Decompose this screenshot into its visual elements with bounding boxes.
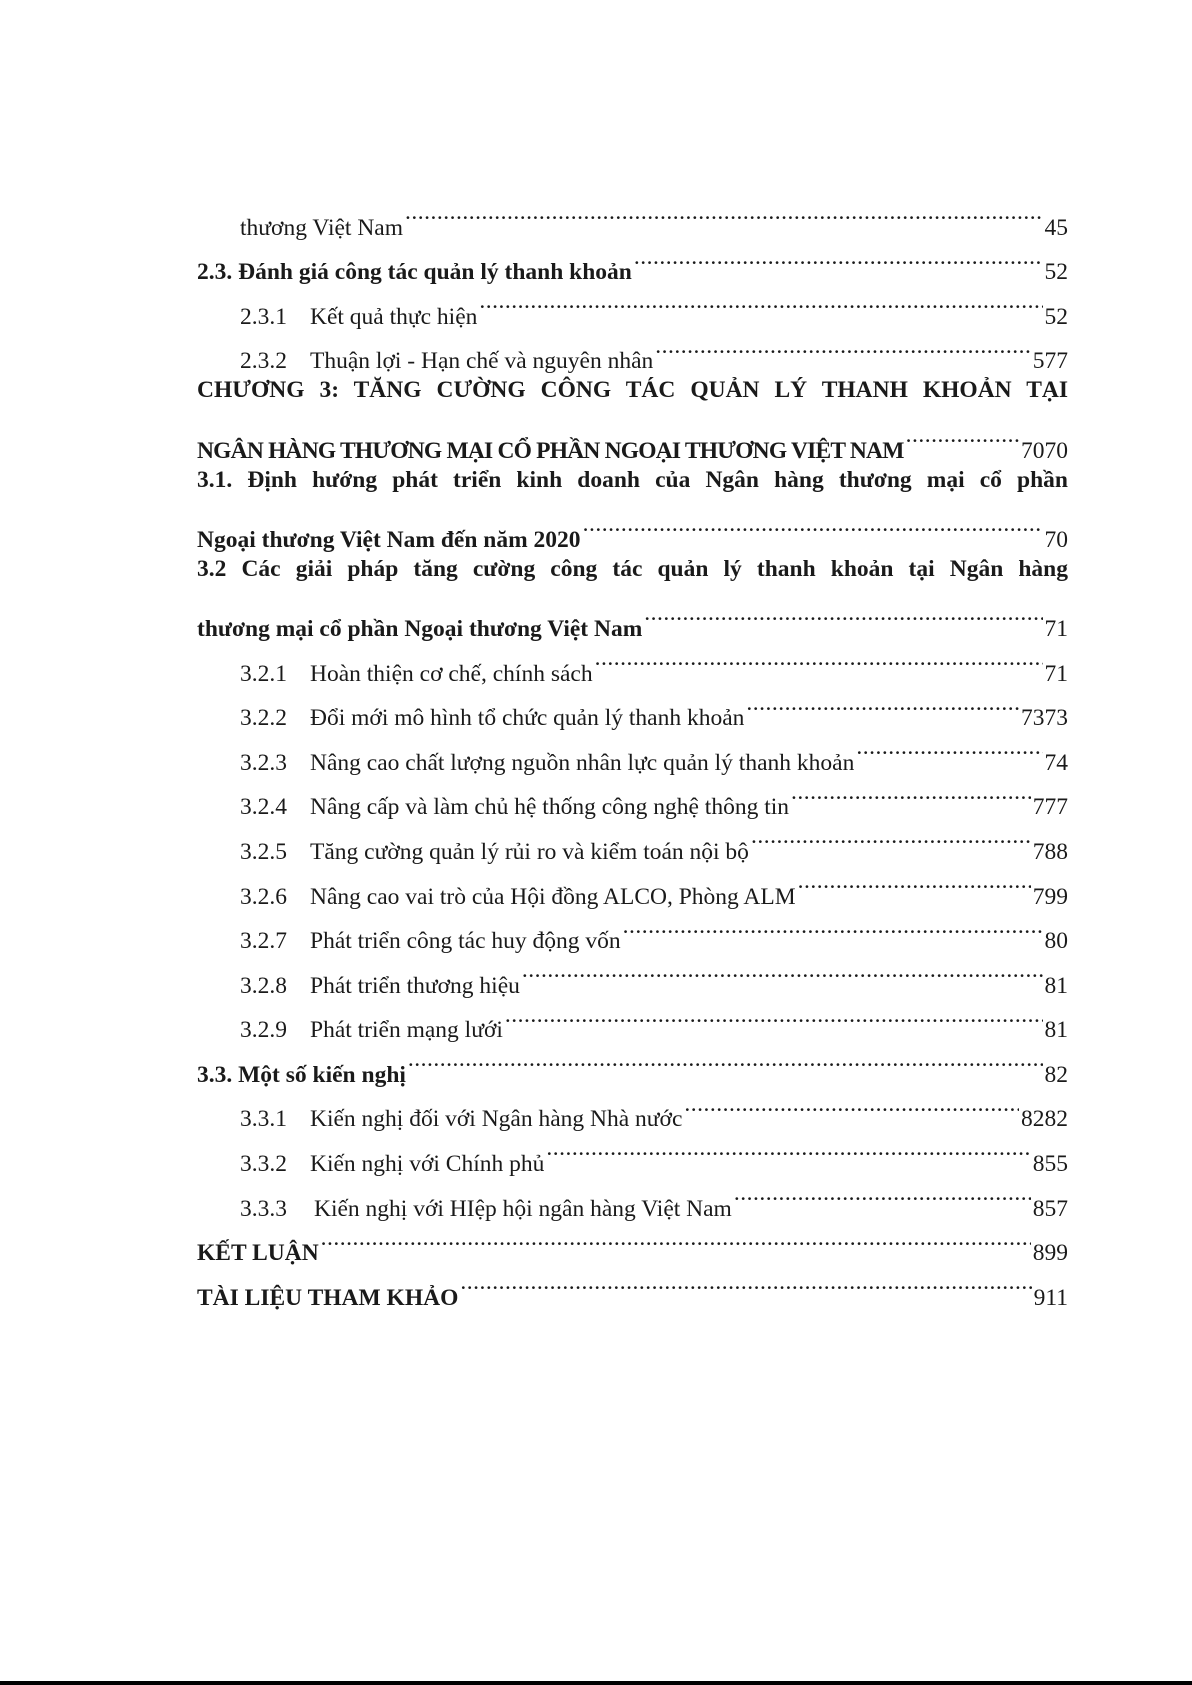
toc-leader-dots (684, 1082, 1019, 1127)
toc-leader-dots (505, 993, 1043, 1038)
toc-entry-page: 577 (1032, 348, 1068, 375)
toc-entry[interactable] (197, 502, 1068, 553)
toc-entry-title: Phát triển thương hiệu (310, 972, 520, 999)
toc-leader-dots (655, 324, 1030, 369)
toc-entry-page: 71 (1044, 615, 1068, 642)
toc-leader-dots (751, 814, 1031, 859)
toc-leader-dots (906, 413, 1019, 458)
toc-entry-title: Phát triển công tác huy động vốn (310, 928, 621, 955)
toc-entry-line[interactable] (197, 458, 1068, 503)
toc-entry-number: 3.2.1 (240, 660, 287, 687)
toc-entry-page: 7070 (1021, 437, 1068, 464)
toc-entry-page: 7373 (1021, 705, 1068, 732)
toc-entry-page: 911 (1033, 1284, 1068, 1311)
toc-entry-title: Thuận lợi - Hạn chế và nguyên nhân (310, 348, 654, 375)
toc-entry-number: 3.2.7 (240, 928, 287, 955)
toc-entry-title: Nâng cao vai trò của Hội đồng ALCO, Phòng ALM (310, 883, 796, 910)
toc-leader-dots (583, 502, 1043, 547)
toc-leader-dots (408, 1037, 1043, 1082)
toc-entry-line[interactable] (197, 547, 1068, 592)
toc-entry[interactable] (197, 413, 1068, 464)
toc-entry-number: 3.3.3 (240, 1195, 287, 1222)
toc-entry-title: Kết quả thực hiện (310, 303, 478, 330)
toc-entry[interactable] (197, 591, 1068, 642)
toc-entry-number: 3.2.6 (240, 883, 287, 910)
toc-entry[interactable] (197, 190, 1068, 241)
toc-leader-dots (634, 235, 1043, 280)
toc-entry-title: 3.2 Các giải pháp tăng cường công tác quản lý thanh khoản tại Ngân hàng (197, 555, 1068, 582)
toc-entry[interactable] (197, 1260, 1068, 1311)
toc-entry-page: 81 (1044, 1017, 1068, 1044)
toc-entry-title: KẾT LUẬN (197, 1240, 319, 1267)
toc-leader-dots (522, 948, 1043, 993)
toc-entry-title: Hoàn thiện cơ chế, chính sách (310, 660, 593, 687)
toc-entry-page: 71 (1044, 660, 1068, 687)
table-of-contents (197, 190, 1068, 1311)
toc-entry-page: 855 (1032, 1151, 1068, 1178)
toc-entry-title: Ngoại thương Việt Nam đến năm 2020 (197, 526, 581, 553)
toc-entry-title: 3.3. Một số kiến nghị (197, 1061, 406, 1088)
toc-leader-dots (746, 681, 1019, 726)
toc-leader-dots (734, 1171, 1031, 1216)
toc-entry-title: thương Việt Nam (240, 214, 403, 241)
toc-leader-dots (798, 859, 1031, 904)
toc-entry-page: 82 (1044, 1061, 1068, 1088)
toc-entry-title: CHƯƠNG 3: TĂNG CƯỜNG CÔNG TÁC QUẢN LÝ THANH KHOẢN TẠI (197, 377, 1068, 404)
toc-entry-title: thương mại cổ phần Ngoại thương Việt Nam (197, 615, 643, 642)
toc-entry-title: Nâng cao chất lượng nguồn nhân lực quản lý thanh khoản (310, 749, 855, 776)
toc-entry-title: Phát triển mạng lưới (310, 1017, 503, 1044)
page-bottom-border (0, 1681, 1192, 1685)
toc-entry-title: Kiến nghị với Chính phủ (310, 1151, 545, 1178)
toc-leader-dots (595, 636, 1043, 681)
toc-leader-dots (791, 770, 1031, 815)
toc-entry-title: 2.3. Đánh giá công tác quản lý thanh khoản (197, 259, 632, 286)
toc-entry-title: NGÂN HÀNG THƯƠNG MẠI CỔ PHẦN NGOẠI THƯƠNG VIỆT NAM (197, 437, 904, 464)
toc-entry-page: 8282 (1021, 1106, 1068, 1133)
toc-entry-number: 3.2.9 (240, 1017, 287, 1044)
toc-leader-dots (479, 279, 1042, 324)
toc-entry-number: 3.2.2 (240, 705, 287, 732)
toc-leader-dots (856, 725, 1042, 770)
toc-leader-dots (460, 1260, 1031, 1305)
toc-leader-dots (405, 190, 1043, 235)
toc-leader-dots (546, 1126, 1030, 1171)
toc-entry-line[interactable] (197, 368, 1068, 413)
toc-entry-page: 52 (1044, 259, 1068, 286)
toc-entry-title: Tăng cường quản lý rủi ro và kiểm toán nội bộ (310, 838, 749, 865)
toc-entry-page: 45 (1044, 214, 1068, 241)
toc-entry-title: Kiến nghị với HIệp hội ngân hàng Việt Nam (314, 1195, 732, 1222)
toc-leader-dots (321, 1216, 1031, 1261)
toc-entry-page: 52 (1044, 303, 1068, 330)
toc-entry-page: 799 (1032, 883, 1068, 910)
toc-entry-number: 3.2.4 (240, 794, 287, 821)
toc-entry-number: 3.3.1 (240, 1106, 287, 1133)
toc-entry-page: 74 (1044, 749, 1068, 776)
toc-entry-title: Nâng cấp và làm chủ hệ thống công nghệ thông tin (310, 794, 790, 821)
toc-entry-number: 3.2.8 (240, 972, 287, 999)
toc-entry-number: 3.3.2 (240, 1151, 287, 1178)
toc-entry-page: 777 (1032, 794, 1068, 821)
toc-entry[interactable] (197, 1216, 1068, 1267)
toc-entry-title: Đổi mới mô hình tổ chức quản lý thanh khoản (310, 705, 745, 732)
toc-entry-page: 788 (1032, 838, 1068, 865)
toc-entry-page: 899 (1032, 1240, 1068, 1267)
toc-leader-dots (623, 904, 1043, 949)
toc-entry-number: 2.3.1 (240, 303, 287, 330)
toc-entry-page: 81 (1044, 972, 1068, 999)
toc-entry-page: 857 (1032, 1195, 1068, 1222)
toc-entry-number: 2.3.2 (240, 348, 287, 375)
toc-entry-title: TÀI LIỆU THAM KHẢO (197, 1284, 459, 1311)
toc-entry-number: 3.2.5 (240, 838, 287, 865)
toc-entry-title: Kiến nghị đối với Ngân hàng Nhà nước (310, 1106, 683, 1133)
toc-entry-page: 70 (1044, 526, 1068, 553)
toc-entry-number: 3.2.3 (240, 749, 287, 776)
toc-leader-dots (644, 591, 1042, 636)
toc-entry-title: 3.1. Định hướng phát triển kinh doanh của Ngân hàng thương mại cổ phần (197, 466, 1068, 493)
toc-entry-page: 80 (1044, 928, 1068, 955)
